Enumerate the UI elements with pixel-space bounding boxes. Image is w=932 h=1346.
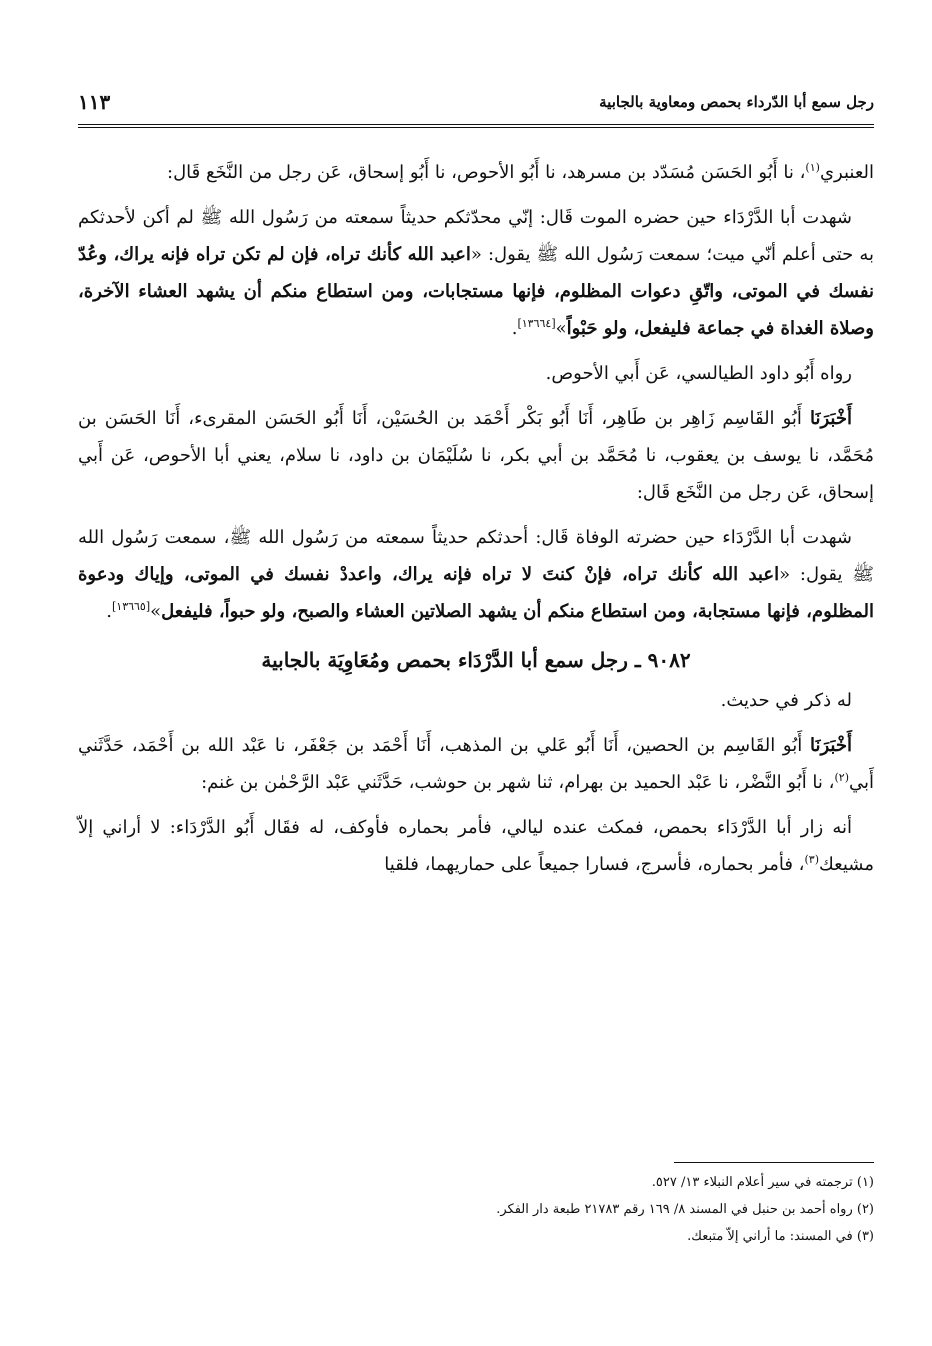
paragraph-hadith-1 — [78, 199, 874, 347]
paragraph-entry-note: له ذكر في حديث. — [720, 690, 852, 711]
text-span: أنه زار أبا الدَّرْدَاء بحمص، فمكث عنده ليالي، فأمر بحماره فأوكف، له فقَال أَبُو الدَّرْدَاء: لا أراني إلاّ مشيعك — [78, 817, 874, 875]
paragraph-narration-note: رواه أَبُو داود الطيالسي، عَن أَبي الأحوص. — [545, 363, 852, 384]
paragraph-hadith-2 — [78, 519, 874, 630]
text-span: ، نا أَبُو النَّضْر، نا عَبْد الحميد بن بهرام، ثنا شهر بن حوشب، حَدَّثَني عَبْد الرَّحْمٰن بن غنم: — [201, 772, 835, 793]
entry-heading: ٩٠٨٢ ـ رجل سمع أبا الدَّرْدَاء بحمص ومُعَاوِيَة بالجابية — [261, 648, 691, 672]
footnote-marker-1: (١) — [805, 161, 820, 174]
text-span: أَبُو القَاسِم زَاهِر بن طَاهِر، أَنَا أَبُو بَكْر أَحْمَد بن الحُسَيْن، أَنَا أَبُو الحَسَن المقرىء، أَنَا الحَسَن بن مُحَمَّد، نا يوسف بن يعقوب، نا مُحَمَّد بن أبي بكر، نا سُلَيْمَان بن داود، نا سلام، يعني أبا الأحوص، عَن أَبي إسحاق، عَن رجل من النَّخَع قَال: — [78, 408, 874, 503]
hadith-text-bold: اعبد الله كأنك تراه، فإن لم تكن تراه فإنه يراك، وعُدّ نفسك في الموتى، واتّقِ دعوات المظلوم، فإنها مستجابات، ومن استطاع منكم أن يشهد العشاء الآخرة، وصلاة الغداة في جماعة فليفعل، ولو حَبْواً — [78, 244, 874, 339]
text-span: » — [150, 601, 162, 622]
running-title: رجل سمع أبا الدّرداء بحمص ومعاوية بالجابية — [599, 93, 874, 111]
paragraph-isnad-1 — [78, 154, 874, 191]
text-span: » — [555, 318, 567, 339]
text-span: . — [511, 318, 518, 339]
text-span: ، نا أَبُو الحَسَن مُسَدّد بن مسرهد، نا أَبُو الأحوص، نا أَبُو إسحاق، عَن رجل من النَّخَع قَال: — [167, 162, 806, 183]
text-span: . — [106, 601, 112, 622]
text-span: العنبري — [819, 162, 874, 183]
page-header — [78, 86, 874, 118]
header-rule — [78, 124, 874, 128]
paragraph-isnad-3 — [78, 727, 874, 801]
akhbarana-lead: أَخْبَرَنَا — [810, 408, 852, 429]
footnote-1: (١) ترجمته في سير أعلام النبلاء ١٣/ ٥٢٧. — [651, 1175, 874, 1190]
footnote-3: (٣) في المسند: ما أراني إلاّ متبعك. — [687, 1229, 874, 1244]
paragraph-story — [78, 809, 874, 883]
hadith-reference: [١٣٦٦٥] — [111, 600, 151, 613]
text-span: شهدت أبا الدَّرْدَاء حين حضره الموت قَال: إنّي محدّثكم حديثاً سمعته من رَسُول الله ﷺ لم أكن لأحدثكم به حتى أعلم أنّي ميت؛ سمعت رَسُول الله ﷺ يقول: « — [78, 207, 874, 265]
text-span: ، فأمر بحماره، فأسرج، فسارا جميعاً على حماريهما، فلقيا — [384, 854, 805, 875]
footnote-marker-2: (٢) — [834, 771, 849, 784]
footnote-rule — [674, 1162, 874, 1163]
paragraph-isnad-2 — [78, 400, 874, 511]
text-span: أَبُو القَاسِم بن الحصين، أَنَا أَبُو عَلي بن المذهب، أَنَا أَحْمَد بن جَعْفَر، نا عَبْد الله بن أَحْمَد، حَدَّثَني أَبي — [78, 735, 874, 793]
main-text — [78, 154, 874, 891]
footnote-2: (٢) رواه أحمد بن حنبل في المسند ٨/ ١٦٩ رقم ٢١٧٨٣ طبعة دار الفكر. — [496, 1202, 874, 1217]
footnote-marker-3: (٣) — [804, 853, 820, 866]
text-span: شهدت أبا الدَّرْدَاء حين حضرته الوفاة قَال: أحدثكم حديثاً سمعته من رَسُول الله ﷺ، سمعت رَسُول الله ﷺ يقول: « — [78, 527, 874, 585]
page-number: ١١٣ — [78, 90, 111, 114]
footnotes — [78, 1162, 874, 1250]
hadith-reference: [١٣٦٦٤] — [517, 317, 556, 330]
akhbarana-lead: أَخْبَرَنَا — [810, 735, 852, 756]
hadith-text-bold: اعبد الله كأنك تراه، فإنْ كنتَ لا تراه فإنه يراك، واعددْ نفسك في الموتى، وإياك ودعوة المظلوم، فإنها مستجابة، ومن استطاع منكم أن يشهد الصلاتين العشاء والصبح، ولو حبواً، فليفعل — [78, 564, 874, 622]
